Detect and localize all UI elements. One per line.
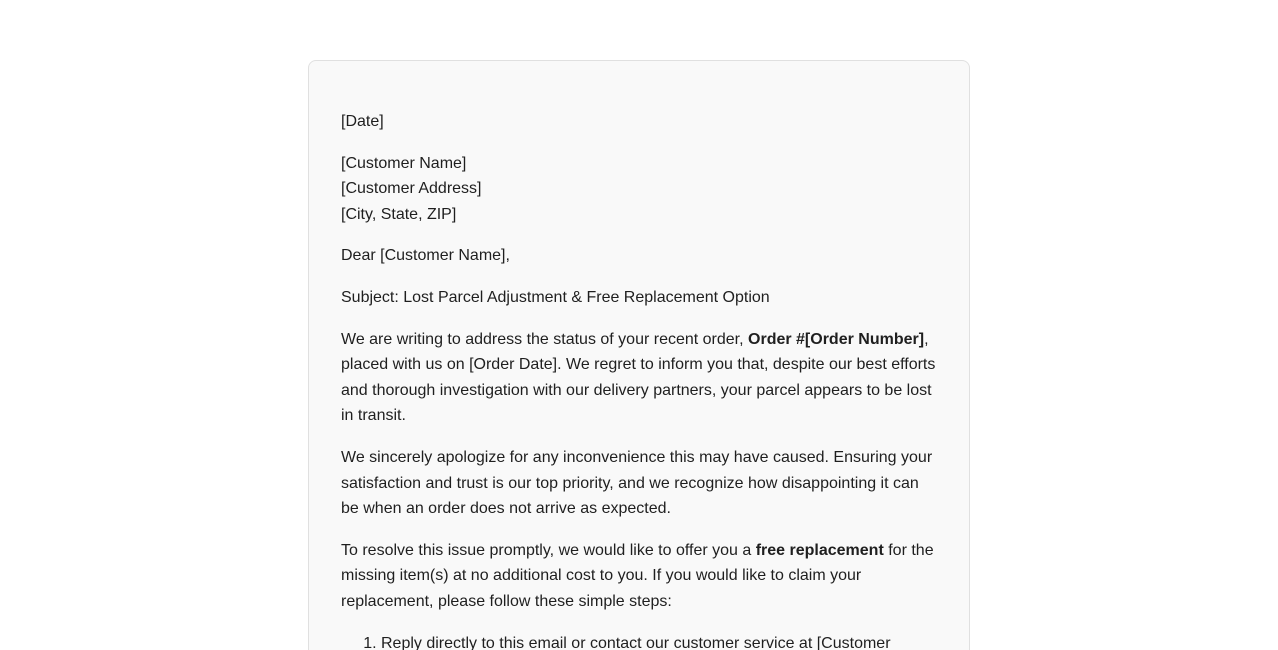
letter-card — [308, 60, 970, 650]
letter-subject: Subject: Lost Parcel Adjustment & Free Replacement Option — [341, 288, 770, 306]
letter-salutation: Dear [Customer Name], — [341, 247, 510, 265]
offer-text-post: for the missing item(s) at no additional cost to you. If you would like to claim your replacement, please follow these simple steps: — [341, 541, 934, 610]
letter-paragraph-order-status — [341, 327, 937, 429]
order-status-text-post: , placed with us on [Order Date]. We regret to inform you that, despite our best efforts and thorough investigation with our delivery partners, your parcel appears to be lost in transit. — [341, 330, 936, 425]
recipient-city-state-zip: [City, State, ZIP] — [341, 205, 457, 223]
recipient-name: [Customer Name] — [341, 154, 467, 172]
letter-paragraph-offer — [341, 538, 937, 615]
recipient-address: [Customer Address] — [341, 180, 482, 198]
letter-date: [Date] — [341, 113, 384, 130]
free-replacement-bold: free replacement — [755, 541, 884, 559]
letter-recipient-block — [341, 151, 937, 228]
step-item-1: 1. Reply directly to this email or contact our customer service at [Customer — [381, 631, 937, 650]
order-status-text-pre: We are writing to address the status of your recent order, — [341, 330, 749, 348]
letter-paragraph-apology: We sincerely apologize for any inconvenience this may have caused. Ensuring your satisfaction and trust is our top priority, and we recognize how disappointing it can be when an order does not arrive as expected. — [341, 448, 933, 518]
letter-steps-list — [341, 631, 937, 650]
order-number-bold: Order #[Order Number] — [748, 330, 925, 348]
offer-text-pre: To resolve this issue promptly, we would like to offer you a — [341, 541, 756, 559]
